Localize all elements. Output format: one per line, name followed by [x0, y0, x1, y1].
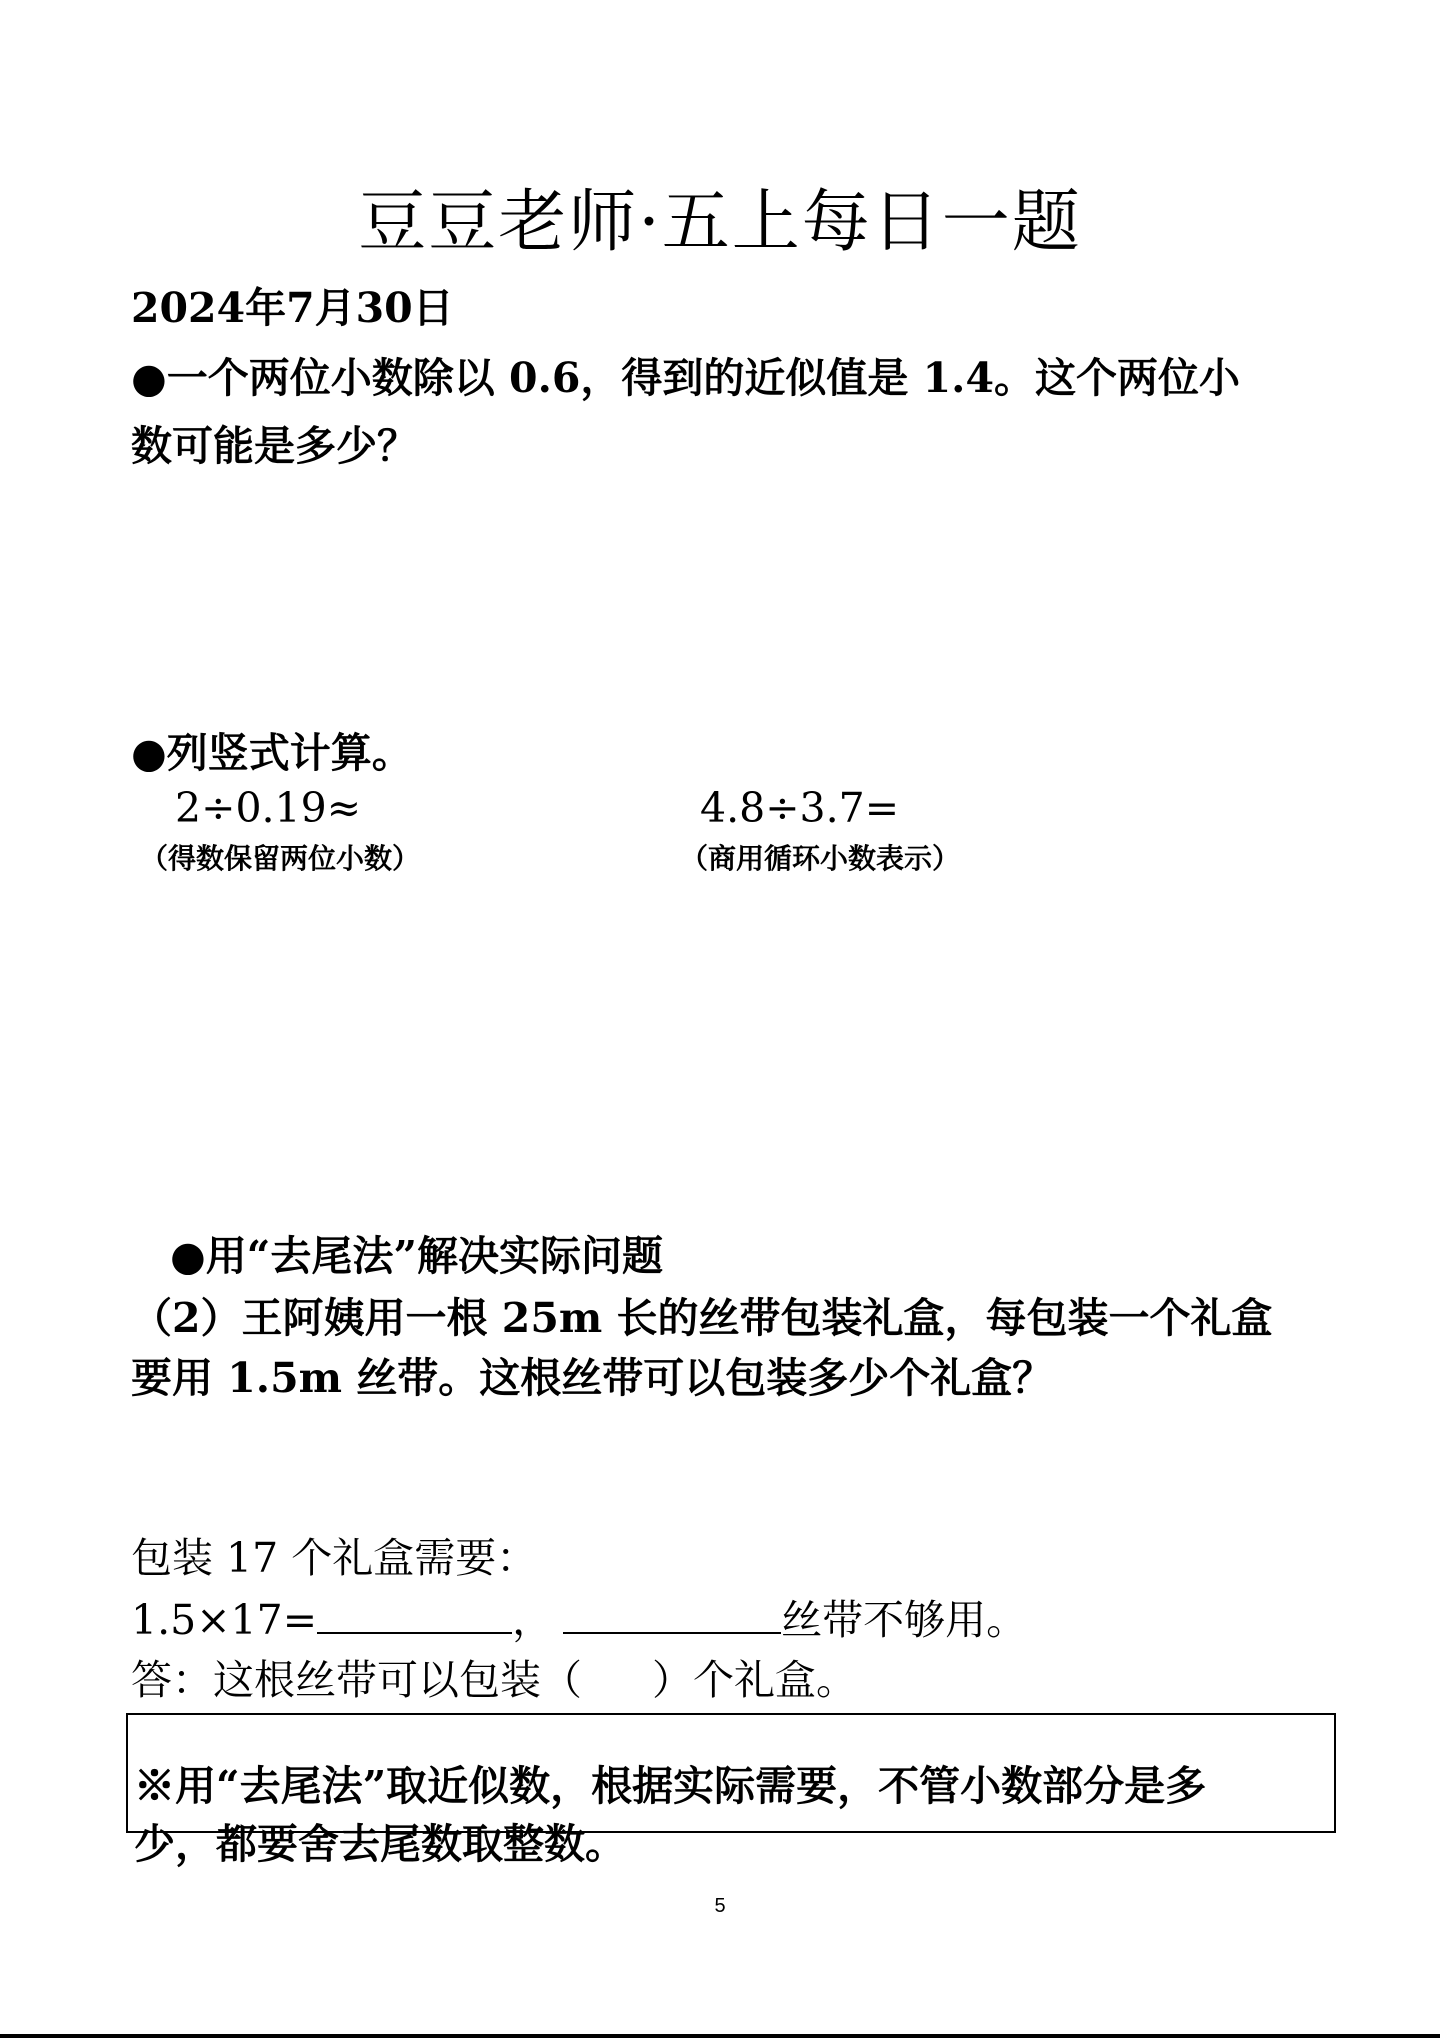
calculation-suffix: 丝带不够用。 — [781, 1596, 1028, 1644]
method-tip-box — [126, 1713, 1336, 1868]
division-expression-right: 4.8÷3.7= — [700, 784, 900, 832]
problem-3-text-line-1: （2）王阿姨用一根 25m 长的丝带包装礼盒，每包装一个礼盒 — [131, 1294, 1273, 1342]
page-title: 豆豆老师·五上每日一题 — [358, 183, 1082, 262]
answer-suffix: ）个礼盒。 — [652, 1656, 857, 1704]
page-number: 5 — [714, 1895, 726, 1917]
calculation-expression: 1.5×17= — [131, 1596, 318, 1644]
rounding-note-right: （商用循环小数表示） — [680, 842, 961, 875]
calculation-comma: ， — [512, 1596, 554, 1644]
division-expression-left: 2÷0.19≈ — [175, 784, 362, 832]
answer-blank-product[interactable] — [317, 1592, 512, 1634]
rounding-note-left: （得数保留两位小数） — [140, 842, 421, 875]
answer-blank-comparison[interactable] — [563, 1592, 781, 1634]
tip-text-line-2: 少，都要舍去尾数取整数。 — [134, 1820, 626, 1868]
tip-text-line-1: ※用“去尾法”取近似数，根据实际需要，不管小数部分是多 — [134, 1762, 1207, 1810]
calculation-line — [131, 1592, 1027, 1648]
problem-1-text-line-1: ●一个两位小数除以 0.6，得到的近似值是 1.4。这个两位小 — [131, 354, 1240, 402]
answer-line — [131, 1652, 857, 1708]
problem-2-heading: ●列竖式计算。 — [131, 729, 413, 777]
calculation-intro: 包装 17 个礼盒需要： — [131, 1534, 538, 1582]
problem-3-text-line-2: 要用 1.5m 丝带。这根丝带可以包装多少个礼盒？ — [131, 1354, 1054, 1402]
date-line: 2024年7月30日 — [131, 284, 454, 332]
bottom-edge-rule — [0, 2034, 1440, 2038]
problem-3-heading: ●用“去尾法”解决实际问题 — [170, 1232, 663, 1280]
answer-prefix: 答：这根丝带可以包装（ — [131, 1656, 582, 1704]
problem-1-text-line-2: 数可能是多少？ — [131, 422, 418, 470]
